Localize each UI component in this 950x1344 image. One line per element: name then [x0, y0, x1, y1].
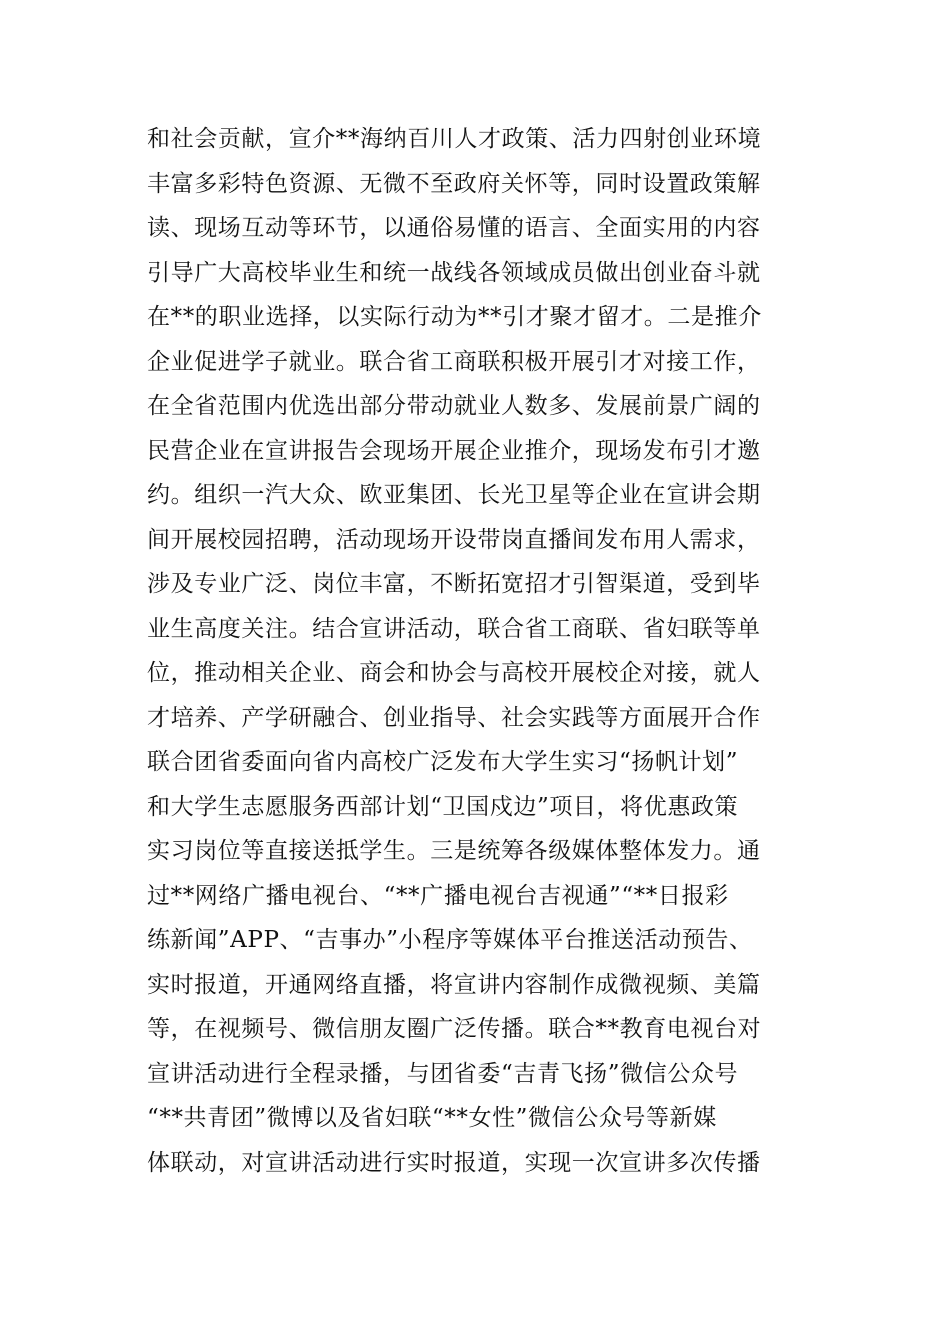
text-line-6: 企业促进学子就业。联合省工商联积极开展引才对接工作， [147, 348, 761, 375]
text-line-13: 位，推动相关企业、商会和协会与高校开展校企对接，就人 [147, 660, 761, 686]
text-line-21: 等，在视频号、微信朋友圈广泛传播。联合**教育电视台对 [147, 1016, 762, 1042]
text-line-3: 读、现场互动等环节，以通俗易懂的语言、全面实用的内容 [147, 215, 761, 241]
text-line-5: 在**的职业选择，以实际行动为**引才聚才留才。二是推介 [147, 304, 762, 330]
body-text [147, 117, 817, 1185]
text-line-8: 民营企业在宣讲报告会现场开展企业推介，现场发布引才邀 [147, 437, 761, 464]
text-line-2: 丰富多彩特色资源、无微不至政府关怀等，同时设置政策解 [147, 170, 761, 197]
text-line-1: 和社会贡献，宣介**海纳百川人才政策、活力四射创业环境 [147, 126, 762, 152]
text-line-22: 宣讲活动进行全程录播，与团省委“吉青飞扬”微信公众号 [147, 1060, 739, 1087]
text-line-17: 实习岗位等直接送抵学生。三是统筹各级媒体整体发力。通 [147, 838, 761, 864]
text-line-23: “**共青团”微博以及省妇联“**女性”微信公众号等新媒 [147, 1105, 717, 1131]
text-line-4: 引导广大高校毕业生和统一战线各领域成员做出创业奋斗就 [147, 259, 761, 286]
text-line-12: 业生高度关注。结合宣讲活动，联合省工商联、省妇联等单 [147, 615, 761, 642]
text-line-9: 约。组织一汽大众、欧亚集团、长光卫星等企业在宣讲会期 [147, 482, 761, 508]
text-line-10: 间开展校园招聘，活动现场开设带岗直播间发布用人需求， [147, 526, 761, 553]
text-line-18: 过**网络广播电视台、“**广播电视台吉视通”“**日报彩 [147, 882, 729, 909]
text-line-16: 和大学生志愿服务西部计划“卫国戍边”项目，将优惠政策 [147, 793, 739, 820]
text-line-20: 实时报道，开通网络直播，将宣讲内容制作成微视频、美篇 [147, 971, 761, 998]
text-line-11: 涉及专业广泛、岗位丰富，不断拓宽招才引智渠道，受到毕 [147, 571, 761, 597]
text-line-24: 体联动，对宣讲活动进行实时报道，实现一次宣讲多次传播 [147, 1149, 761, 1176]
text-line-19: 练新闻”APP、“吉事办”小程序等媒体平台推送活动预告、 [147, 927, 753, 953]
text-line-15: 联合团省委面向省内高校广泛发布大学生实习“扬帆计划” [147, 749, 739, 775]
text-line-7: 在全省范围内优选出部分带动就业人数多、发展前景广阔的 [147, 393, 761, 419]
text-line-14: 才培养、产学研融合、创业指导、社会实践等方面展开合作 [147, 704, 761, 731]
